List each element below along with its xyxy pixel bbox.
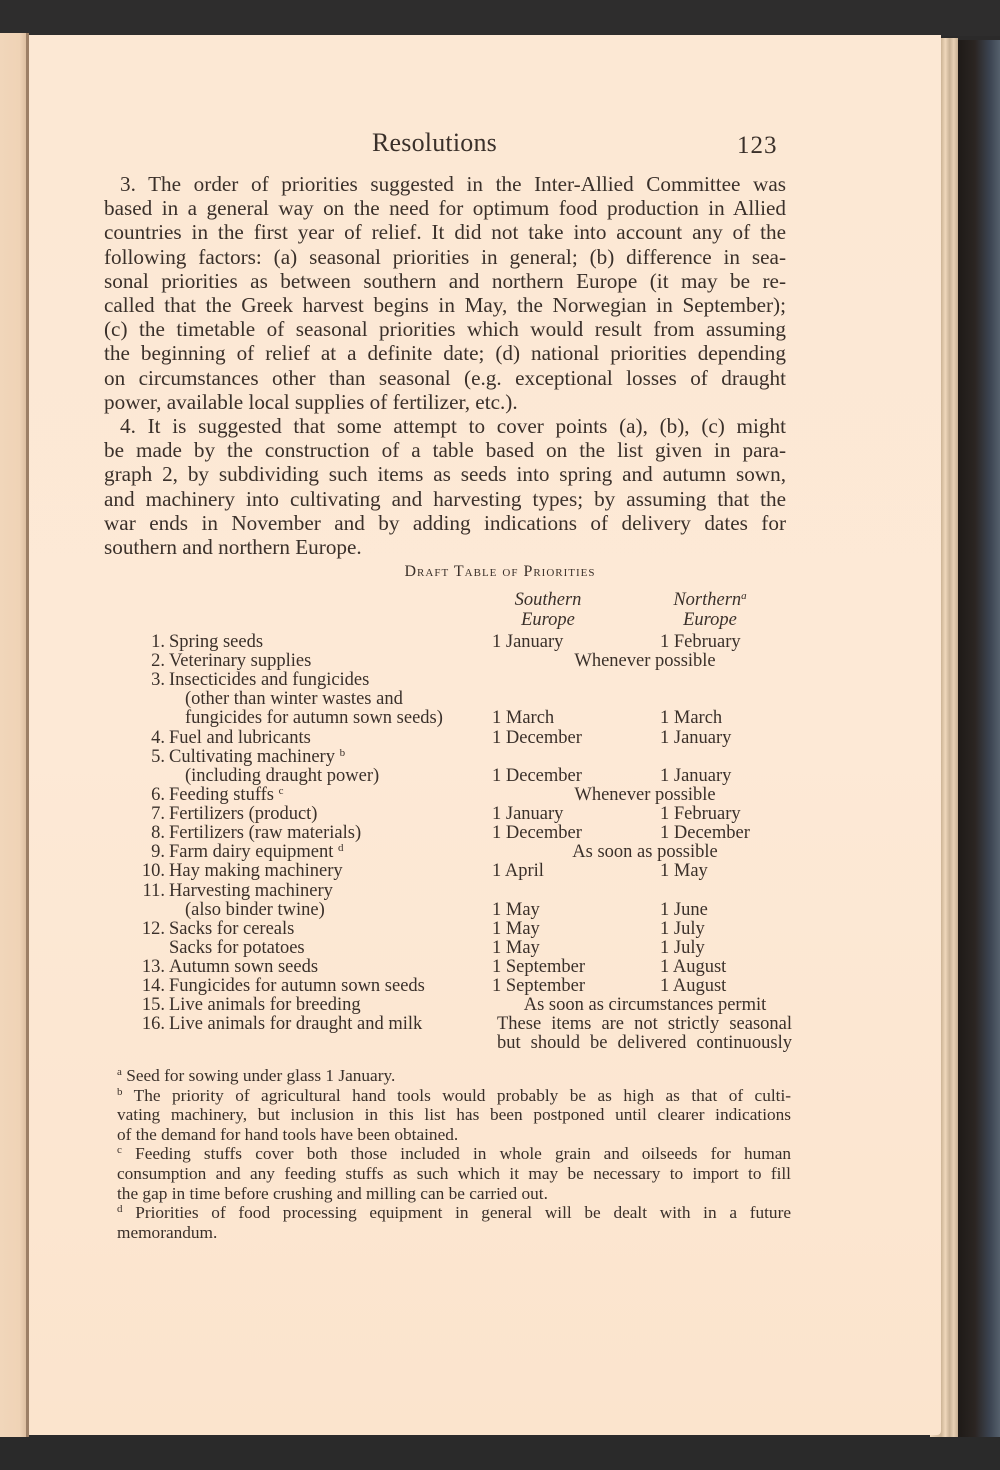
text-line: (c) the timetable of seasonal priorities which would result from assuming [104, 317, 786, 342]
table-row [0, 957, 1000, 977]
table-row [0, 785, 1000, 805]
column-header-text: Europe [521, 610, 575, 630]
table-row [0, 919, 1000, 939]
row-label [169, 823, 361, 843]
northern-date: 1 January [660, 728, 732, 748]
text-line: countries in the first year of relief. It did not take into account any of the [104, 220, 786, 245]
text-line: 4. It is suggested that some attempt to cover points (a), (b), (c) might [120, 414, 786, 439]
combined-date: Whenever possible [574, 785, 716, 805]
text-line: called that the Greek harvest begins in May, the Norwegian in September); [104, 293, 786, 318]
row-number: 3. [151, 670, 165, 690]
text-line: the beginning of relief at a definite date; (d) national priorities depending [104, 341, 786, 366]
table-row [0, 708, 1000, 728]
row-label-text: Farm dairy equipment [169, 842, 334, 862]
footnotes [117, 1066, 791, 1242]
row-label [169, 670, 369, 690]
row-label-text: Sacks for cereals [169, 919, 295, 939]
row-label [169, 842, 344, 862]
row-label [169, 632, 263, 652]
row-label-text: Cultivating machinery [169, 747, 335, 767]
footnote-line [117, 1203, 791, 1223]
southern-date: 1 September [492, 976, 585, 996]
text-line: graph 2, by subdividing such items as seeds into spring and autumn sown, [104, 462, 786, 487]
body-text [104, 172, 786, 559]
paragraph-4 [104, 414, 786, 559]
row-number: 8. [151, 823, 165, 843]
row-number: 7. [151, 804, 165, 824]
row-label [169, 747, 345, 767]
row-label [169, 861, 343, 881]
combined-date: These items are not strictly seasonal [497, 1014, 792, 1034]
row-label [169, 995, 361, 1015]
row-label [169, 957, 318, 977]
row-label [185, 689, 403, 709]
row-label [169, 1014, 422, 1034]
text-line: sonal priorities as between southern and northern Europe (it may be re- [104, 268, 786, 293]
northern-date: 1 March [660, 708, 723, 728]
table-row [0, 842, 1000, 862]
row-label-text: Fertilizers (product) [169, 804, 318, 824]
footnote-line [117, 1164, 791, 1184]
column-header-text: Northern [673, 590, 742, 610]
row-label-text: (including draught power) [185, 766, 380, 786]
row-number: 12. [141, 919, 165, 939]
footnote-text: The priority of agricultural hand tools would probably be as high as that of culti- [133, 1085, 791, 1105]
row-label-text: Fertilizers (raw materials) [169, 823, 362, 843]
table-row [0, 881, 1000, 901]
southern-date: 1 December [492, 823, 582, 843]
text-line: following factors: (a) seasonal priorities in general; (b) difference in sea- [104, 244, 786, 269]
footnote-text: Seed for sowing under glass 1 January. [126, 1066, 396, 1085]
footnote-marker: d [338, 842, 344, 854]
footnote-marker: c [278, 785, 284, 797]
row-label-text: Fuel and lubricants [169, 728, 311, 748]
row-number: 4. [151, 728, 165, 748]
combined-date: As soon as circumstances permit [523, 995, 767, 1015]
footnote-text: vating machinery, but inclusion in this list has been postponed until clearer indications [117, 1105, 791, 1125]
northern-date: 1 July [660, 938, 705, 958]
table-row [0, 995, 1000, 1015]
row-number: 13. [141, 957, 165, 977]
southern-date: 1 March [492, 708, 555, 728]
table-row [0, 670, 1000, 690]
row-label-text: Sacks for potatoes [169, 938, 305, 958]
table-row [0, 1033, 1000, 1053]
row-label-text: Live animals for breeding [169, 995, 361, 1015]
column-header-text: Southern [514, 590, 582, 610]
northern-date: 1 February [660, 804, 741, 824]
southern-date: 1 December [492, 728, 582, 748]
northern-date: 1 August [660, 976, 727, 996]
footnote-text: of the demand for hand tools have been obtained. [117, 1124, 459, 1144]
table-row [0, 804, 1000, 824]
southern-date: 1 May [492, 900, 540, 920]
text-line: be made by the construction of a table based on the list given in para- [104, 438, 786, 463]
row-number: 16. [141, 1014, 165, 1034]
row-number: 1. [151, 632, 165, 652]
row-label-text: fungicides for autumn sown seeds) [185, 708, 443, 728]
row-label-text: Autumn sown seeds [169, 957, 319, 977]
footnote-text: the gap in time before crushing and milling can be carried out. [117, 1183, 548, 1203]
footnote-marker: a [117, 1066, 122, 1078]
column-header-northern [655, 590, 765, 630]
footnote-marker: b [117, 1085, 123, 1098]
table-row [0, 651, 1000, 671]
row-label-text: Fungicides for autumn sown seeds [169, 976, 425, 996]
northern-date: 1 June [660, 900, 708, 920]
southern-date: 1 January [492, 632, 564, 652]
row-number: 10. [141, 861, 165, 881]
southern-date: 1 January [492, 804, 564, 824]
row-number: 6. [151, 785, 165, 805]
footnote-text: Priorities of food processing equipment in general will be dealt with in a future [135, 1203, 791, 1223]
row-label [185, 900, 325, 920]
footnote-text: Feeding stuffs cover both those included in whole grain and oilseeds for human [135, 1144, 792, 1164]
row-label [169, 804, 317, 824]
running-head: Resolutions [372, 128, 497, 157]
table-row [0, 861, 1000, 881]
row-label-text: Insecticides and fungicides [169, 670, 370, 690]
table-row [0, 900, 1000, 920]
combined-date: but should be delivered continuously [497, 1033, 792, 1053]
row-label-text: Feeding stuffs [169, 785, 275, 805]
footnote-text: consumption and any feeding stuffs as such which it may be necessary to import to fill [117, 1163, 791, 1183]
footnote-b [117, 1086, 791, 1145]
scanner-background-top [0, 0, 1000, 36]
row-label [169, 728, 311, 748]
text-line: war ends in November and by adding indications of delivery dates for [104, 510, 786, 535]
southern-date: 1 May [492, 938, 540, 958]
footnote-marker: c [117, 1144, 122, 1157]
paragraph-3 [104, 172, 786, 414]
table-row [0, 632, 1000, 652]
text-line: power, available local supplies of fertilizer, etc.). [104, 389, 518, 414]
table-row [0, 747, 1000, 767]
page-number: 123 [737, 132, 778, 159]
footnote-marker: d [117, 1203, 123, 1216]
row-label [185, 766, 379, 786]
southern-date: 1 May [492, 919, 540, 939]
row-number: 9. [151, 842, 165, 862]
row-number: 15. [141, 995, 165, 1015]
combined-date: Whenever possible [574, 651, 716, 671]
table-row [0, 728, 1000, 748]
northern-date: 1 January [660, 766, 732, 786]
row-label-text: Live animals for draught and milk [169, 1014, 423, 1034]
row-label [169, 785, 284, 805]
row-label-text: Harvesting machinery [169, 881, 333, 901]
table-row [0, 938, 1000, 958]
northern-date: 1 December [660, 823, 750, 843]
footnote-text: memorandum. [117, 1222, 218, 1242]
southern-date: 1 April [492, 861, 544, 881]
footnote-c [117, 1144, 791, 1203]
footnote-line [117, 1066, 791, 1086]
table-title: Draft Table of Priorities [404, 563, 596, 580]
row-number: 11. [142, 881, 165, 901]
footnote-line [117, 1086, 791, 1106]
footnote-line [117, 1105, 791, 1125]
row-number: 14. [141, 976, 165, 996]
table-row [0, 766, 1000, 786]
column-header-southern [488, 590, 608, 630]
text-line: based in a general way on the need for optimum food production in Allied [104, 196, 786, 221]
scanner-background-bottom [0, 1437, 1000, 1470]
northern-date: 1 August [660, 957, 727, 977]
footnote-a [117, 1066, 791, 1086]
row-number: 2. [151, 651, 165, 671]
row-label [169, 976, 425, 996]
northern-date: 1 February [660, 632, 741, 652]
row-label-text: Spring seeds [169, 632, 264, 652]
row-label [169, 881, 333, 901]
combined-date: As soon as possible [572, 842, 718, 862]
text-line: southern and northern Europe. [104, 535, 362, 560]
row-label [169, 938, 305, 958]
row-label-text: (other than winter wastes and [185, 689, 403, 709]
table-row [0, 823, 1000, 843]
footnote-d [117, 1203, 791, 1242]
row-label-text: Hay making machinery [169, 861, 343, 881]
table-row [0, 689, 1000, 709]
northern-date: 1 July [660, 919, 705, 939]
text-line: on circumstances other than seasonal (e.g. exceptional losses of draught [104, 365, 786, 390]
column-header-text: Europe [683, 610, 737, 630]
footnote-line [117, 1223, 791, 1243]
southern-date: 1 September [492, 957, 585, 977]
footnote-line [117, 1125, 791, 1145]
row-label [185, 708, 443, 728]
footnote-marker: a [741, 590, 747, 602]
row-label-text: (also binder twine) [185, 900, 325, 920]
southern-date: 1 December [492, 766, 582, 786]
text-line: 3. The order of priorities suggested in the Inter-Allied Committee was [120, 172, 786, 196]
row-label-text: Veterinary supplies [169, 651, 312, 671]
table-row [0, 1014, 1000, 1034]
row-number: 5. [151, 747, 165, 767]
footnote-line [117, 1144, 791, 1164]
row-label [169, 919, 294, 939]
footnote-marker: b [339, 747, 346, 759]
footnote-line [117, 1184, 791, 1204]
row-label [169, 651, 311, 671]
table-row [0, 976, 1000, 996]
northern-date: 1 May [660, 861, 708, 881]
text-line: and machinery into cultivating and harvesting types; by assuming that the [104, 486, 786, 511]
